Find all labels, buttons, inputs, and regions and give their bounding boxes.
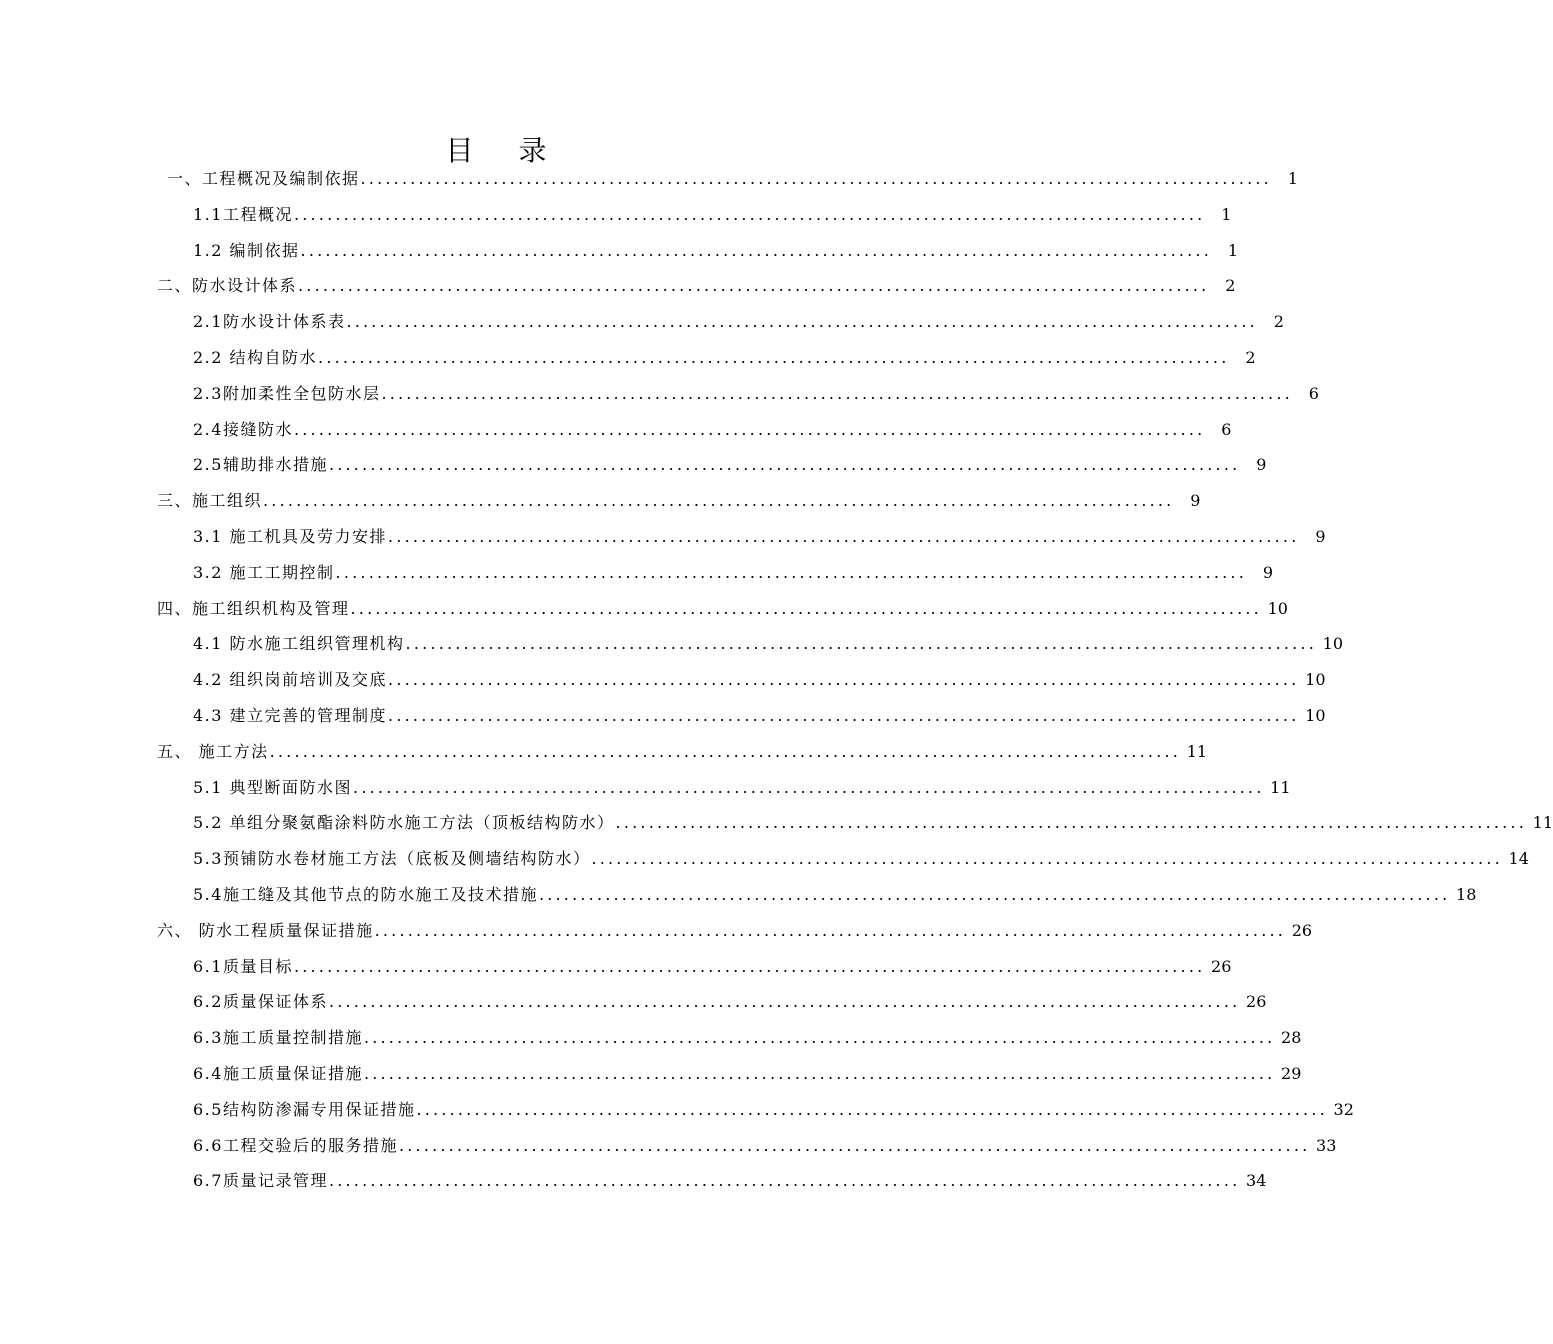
toc-entry-label: 3.1 施工机具及劳力安排	[193, 526, 388, 546]
toc-page-number: 14	[1508, 849, 1529, 869]
toc-list	[0, 161, 1553, 1199]
toc-leader-dots: ..............................................................................................................	[346, 312, 1258, 332]
toc-entry[interactable]	[0, 913, 1313, 949]
toc-page-number: 28	[1281, 1028, 1302, 1048]
toc-page-number: 9	[1315, 526, 1326, 546]
toc-leader-dots: ..............................................................................................................	[363, 1028, 1276, 1048]
toc-entry[interactable]	[0, 1163, 1267, 1199]
toc-leader-dots: ..............................................................................................................	[318, 347, 1230, 367]
toc-entry-label: 6.3施工质量控制措施	[193, 1028, 363, 1048]
toc-page-number: 2	[1245, 347, 1256, 367]
toc-leader-dots: ..............................................................................................................	[388, 526, 1300, 546]
toc-page-number: 10	[1322, 634, 1343, 654]
toc-leader-dots: ..............................................................................................................	[293, 419, 1206, 439]
toc-entry-label: 5.2 单组分聚氨酯涂料防水施工方法（顶板结构防水）	[193, 813, 615, 833]
toc-entry-label: 6.7质量记录管理	[193, 1171, 328, 1191]
toc-entry-label: 3.2 施工工期控制	[193, 562, 335, 582]
toc-entry-label: 2.1防水设计体系表	[193, 312, 346, 332]
toc-entry-label: 6.5结构防渗漏专用保证措施	[193, 1099, 416, 1119]
toc-entry[interactable]	[0, 483, 1201, 519]
toc-leader-dots: ..............................................................................................................	[388, 670, 1300, 690]
toc-entry[interactable]	[0, 662, 1326, 698]
toc-entry[interactable]	[0, 1020, 1302, 1056]
toc-entry-label: 4.3 建立完善的管理制度	[193, 705, 388, 725]
toc-entry[interactable]	[0, 233, 1238, 269]
toc-entry-label: 一、工程概况及编制依据	[167, 169, 360, 188]
toc-page-number: 11	[1270, 777, 1291, 797]
toc-leader-dots: ..............................................................................................................	[381, 383, 1293, 403]
toc-leader-dots: ..............................................................................................................	[298, 276, 1210, 296]
toc-page-number: 11	[1532, 813, 1553, 833]
toc-entry[interactable]	[0, 412, 1232, 448]
toc-page-number: 1	[1227, 240, 1238, 260]
toc-entry-label: 二、防水设计体系	[157, 276, 298, 296]
toc-entry[interactable]	[0, 841, 1529, 877]
toc-entry-label: 2.2 结构自防水	[193, 347, 318, 367]
toc-page-number: 9	[1256, 455, 1267, 475]
toc-entry[interactable]	[0, 877, 1477, 913]
toc-entry-label: 三、施工组织	[157, 491, 263, 511]
toc-entry[interactable]	[0, 1056, 1302, 1092]
toc-entry-label: 2.5辅助排水措施	[193, 455, 328, 475]
toc-leader-dots: ..............................................................................................................	[538, 884, 1451, 904]
toc-leader-dots: ..............................................................................................................	[353, 777, 1265, 797]
toc-entry-label: 六、 防水工程质量保证措施	[157, 920, 374, 940]
toc-page-number: 9	[1190, 491, 1201, 511]
toc-entry-label: 5.4施工缝及其他节点的防水施工及技术措施	[193, 884, 538, 904]
toc-leader-dots: ..............................................................................................................	[615, 813, 1527, 833]
toc-leader-dots: ..............................................................................................................	[328, 992, 1241, 1012]
toc-leader-dots: ..............................................................................................................	[300, 240, 1212, 260]
toc-page-number: 2	[1273, 312, 1284, 332]
toc-leader-dots: ..............................................................................................................	[591, 849, 1503, 869]
toc-entry[interactable]	[0, 770, 1291, 806]
toc-page-number: 10	[1305, 670, 1326, 690]
toc-page-number: 32	[1333, 1099, 1354, 1119]
toc-entry-label: 四、施工组织机构及管理	[157, 598, 350, 618]
toc-leader-dots: ..............................................................................................................	[293, 956, 1206, 976]
toc-page-number: 26	[1246, 992, 1267, 1012]
toc-entry[interactable]	[0, 805, 1553, 841]
toc-page-number: 34	[1246, 1171, 1267, 1191]
toc-entry-label: 五、 施工方法	[157, 741, 269, 761]
toc-leader-dots: ..............................................................................................................	[350, 598, 1262, 618]
toc-entry[interactable]	[0, 376, 1319, 412]
toc-leader-dots: ..............................................................................................................	[335, 562, 1247, 582]
toc-leader-dots: ..............................................................................................................	[328, 455, 1241, 475]
toc-entry[interactable]	[0, 304, 1284, 340]
toc-leader-dots: ..............................................................................................................	[388, 705, 1300, 725]
toc-entry-label: 5.3预铺防水卷材施工方法（底板及侧墙结构防水）	[193, 849, 591, 869]
toc-entry-label: 2.4接缝防水	[193, 419, 293, 439]
toc-entry-label: 4.2 组织岗前培训及交底	[193, 670, 388, 690]
toc-page-number: 26	[1211, 956, 1232, 976]
toc-page-number: 6	[1221, 419, 1232, 439]
toc-leader-dots: ..............................................................................................................	[398, 1135, 1311, 1155]
toc-leader-dots: ..............................................................................................................	[374, 920, 1287, 940]
toc-entry-label: 2.3附加柔性全包防水层	[193, 383, 381, 403]
toc-entry[interactable]	[0, 340, 1256, 376]
toc-page-number: 2	[1225, 276, 1236, 296]
toc-entry-label: 6.1质量目标	[193, 956, 293, 976]
toc-entry[interactable]	[0, 591, 1288, 627]
toc-leader-dots: ..............................................................................................................	[293, 204, 1206, 224]
toc-page-number: 10	[1305, 705, 1326, 725]
toc-leader-dots: ..............................................................................................................	[263, 491, 1175, 511]
toc-entry[interactable]	[0, 268, 1236, 304]
toc-entry[interactable]	[0, 626, 1343, 662]
toc-leader-dots: ..............................................................................................................	[360, 169, 1272, 188]
toc-title: 目 录	[445, 134, 565, 167]
toc-page-number: 1	[1287, 169, 1298, 188]
toc-entry-label: 6.4施工质量保证措施	[193, 1063, 363, 1083]
toc-entry[interactable]	[0, 1128, 1337, 1164]
toc-leader-dots: ..............................................................................................................	[416, 1099, 1328, 1119]
toc-page-number: 33	[1316, 1135, 1337, 1155]
toc-entry[interactable]	[0, 447, 1267, 483]
toc-page-number: 18	[1456, 884, 1477, 904]
toc-entry[interactable]	[0, 984, 1267, 1020]
toc-entry-label: 1.1工程概况	[193, 204, 293, 224]
toc-leader-dots: ..............................................................................................................	[405, 634, 1317, 654]
toc-entry-label: 5.1 典型断面防水图	[193, 777, 353, 797]
toc-page-number: 9	[1262, 562, 1273, 582]
toc-leader-dots: ..............................................................................................................	[363, 1063, 1276, 1083]
toc-entry[interactable]	[0, 1092, 1354, 1128]
toc-entry-label: 6.2质量保证体系	[193, 992, 328, 1012]
toc-entry[interactable]	[0, 949, 1232, 985]
toc-entry[interactable]	[0, 197, 1232, 233]
toc-entry[interactable]	[0, 161, 1298, 197]
toc-entry[interactable]	[0, 555, 1273, 591]
toc-page-number: 10	[1267, 598, 1288, 618]
toc-entry[interactable]	[0, 698, 1326, 734]
toc-page-number: 26	[1291, 920, 1313, 940]
toc-page-number: 29	[1281, 1063, 1302, 1083]
toc-entry[interactable]	[0, 734, 1208, 770]
toc-entry-label: 6.6工程交验后的服务措施	[193, 1135, 398, 1155]
toc-page-number: 6	[1308, 383, 1319, 403]
toc-entry[interactable]	[0, 519, 1326, 555]
toc-leader-dots: ..............................................................................................................	[269, 741, 1182, 761]
toc-page-number: 1	[1221, 204, 1232, 224]
toc-entry-label: 4.1 防水施工组织管理机构	[193, 634, 405, 654]
toc-entry-label: 1.2 编制依据	[193, 240, 300, 260]
toc-leader-dots: ..............................................................................................................	[328, 1171, 1241, 1191]
toc-page-number: 11	[1186, 741, 1208, 761]
